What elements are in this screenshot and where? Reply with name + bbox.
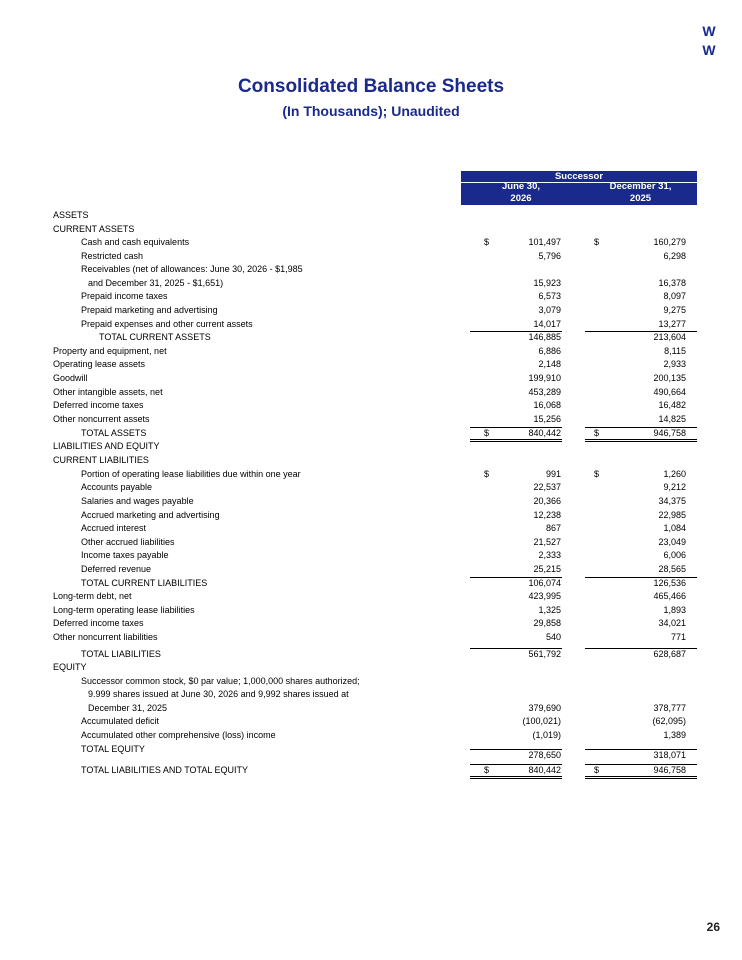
value-col2: 946,758 bbox=[653, 428, 686, 438]
table-row bbox=[0, 427, 742, 440]
logo-letter-top: W bbox=[702, 23, 716, 39]
table-row bbox=[0, 304, 742, 317]
row-label: December 31, 2025 bbox=[88, 703, 168, 713]
value-col1: 6,573 bbox=[538, 291, 561, 301]
table-row bbox=[0, 413, 742, 426]
value-col2: 13,277 bbox=[658, 319, 686, 329]
row-label: Property and equipment, net bbox=[53, 346, 167, 356]
row-label: TOTAL LIABILITIES AND TOTAL EQUITY bbox=[81, 765, 249, 775]
table-row bbox=[0, 675, 742, 688]
row-label: ASSETS bbox=[53, 210, 89, 220]
row-label: Portion of operating lease liabilities due within one year bbox=[81, 469, 301, 479]
dollar-sign-col1: $ bbox=[484, 469, 490, 479]
value-col2: 1,084 bbox=[663, 523, 686, 533]
value-col1: 423,995 bbox=[528, 591, 561, 601]
value-col1: 5,796 bbox=[538, 251, 561, 261]
column-header-line: June 30, bbox=[501, 181, 541, 192]
dollar-sign-col2: $ bbox=[594, 237, 600, 247]
value-col1: 991 bbox=[545, 469, 561, 479]
value-col2: 9,275 bbox=[663, 305, 686, 315]
row-label: Cash and cash equivalents bbox=[81, 237, 190, 247]
value-col2: 16,482 bbox=[658, 400, 686, 410]
row-label: Accrued marketing and advertising bbox=[81, 510, 220, 520]
value-col2: 465,466 bbox=[653, 591, 686, 601]
value-col2: 2,933 bbox=[663, 359, 686, 369]
table-row bbox=[0, 549, 742, 562]
value-col2: 213,604 bbox=[653, 332, 686, 342]
value-col2: 14,825 bbox=[658, 414, 686, 424]
table-row bbox=[0, 617, 742, 630]
row-label: Other noncurrent assets bbox=[53, 414, 150, 424]
row-label: Goodwill bbox=[53, 373, 88, 383]
row-label: Accrued interest bbox=[81, 523, 147, 533]
subtotal-rule bbox=[585, 749, 697, 750]
row-label: EQUITY bbox=[53, 662, 87, 672]
row-label: Other noncurrent liabilities bbox=[53, 632, 158, 642]
value-col1: 840,442 bbox=[528, 428, 561, 438]
value-col1: 561,792 bbox=[528, 649, 561, 659]
value-col2: 23,049 bbox=[658, 537, 686, 547]
subtotal-rule bbox=[470, 648, 562, 649]
row-label: Prepaid income taxes bbox=[81, 291, 168, 301]
subtotal-rule bbox=[585, 331, 697, 332]
table-row bbox=[0, 277, 742, 290]
row-label: and December 31, 2025 - $1,651) bbox=[88, 278, 224, 288]
value-col2: 6,298 bbox=[663, 251, 686, 261]
row-label: CURRENT ASSETS bbox=[53, 224, 135, 234]
subtotal-rule bbox=[585, 648, 697, 649]
value-col1: 453,289 bbox=[528, 387, 561, 397]
total-double-rule bbox=[470, 778, 562, 779]
total-double-rule bbox=[585, 778, 697, 779]
dollar-sign-col2: $ bbox=[594, 765, 600, 775]
row-label: Prepaid expenses and other current assets bbox=[81, 319, 253, 329]
table-row bbox=[0, 358, 742, 371]
value-col2: 160,279 bbox=[653, 237, 686, 247]
row-label: TOTAL ASSETS bbox=[81, 428, 147, 438]
table-row bbox=[0, 590, 742, 603]
table-row bbox=[0, 648, 742, 661]
column-header-line: 2025 bbox=[629, 193, 652, 204]
column-header-line: 2026 bbox=[510, 193, 532, 204]
row-label: LIABILITIES AND EQUITY bbox=[53, 441, 160, 451]
successor-header: Successor bbox=[461, 171, 697, 183]
table-row bbox=[0, 263, 742, 276]
value-col2: 8,115 bbox=[664, 346, 686, 356]
logo-letter-bottom: W bbox=[702, 42, 716, 58]
column-header-dec-2025 bbox=[584, 181, 697, 205]
total-double-rule bbox=[585, 776, 697, 777]
page-title: Consolidated Balance Sheets bbox=[237, 76, 505, 97]
dollar-sign-col2: $ bbox=[594, 428, 600, 438]
value-col2: 28,565 bbox=[658, 564, 686, 574]
value-col1: 540 bbox=[545, 632, 561, 642]
dollar-sign-col1: $ bbox=[484, 237, 490, 247]
dollar-sign-col2: $ bbox=[594, 469, 600, 479]
dollar-sign-col1: $ bbox=[484, 428, 490, 438]
row-label: Accounts payable bbox=[81, 482, 153, 492]
subtotal-rule bbox=[470, 749, 562, 750]
row-label: TOTAL CURRENT LIABILITIES bbox=[81, 578, 208, 588]
row-label: Receivables (net of allowances: June 30, 2026 - $1,985 bbox=[81, 264, 303, 274]
value-col1: 20,366 bbox=[533, 496, 561, 506]
table-row bbox=[0, 250, 742, 263]
row-label: Prepaid marketing and advertising bbox=[81, 305, 218, 315]
page-number: 26 bbox=[706, 920, 720, 934]
row-label: Salaries and wages payable bbox=[81, 496, 194, 506]
table-row bbox=[0, 577, 742, 590]
value-col2: (62,095) bbox=[652, 716, 686, 726]
page-subtitle: (In Thousands); Unaudited bbox=[282, 103, 460, 119]
row-label: Deferred income taxes bbox=[53, 618, 144, 628]
table-row bbox=[0, 454, 742, 467]
table-row bbox=[0, 318, 742, 331]
value-col1: (1,019) bbox=[532, 730, 561, 740]
value-col2: 200,135 bbox=[653, 373, 686, 383]
row-label: Successor common stock, $0 par value; 1,000,000 shares authorized; bbox=[81, 676, 360, 686]
table-row bbox=[0, 223, 742, 236]
table-row bbox=[0, 495, 742, 508]
row-label: TOTAL LIABILITIES bbox=[81, 649, 161, 659]
dollar-sign-col1: $ bbox=[484, 765, 490, 775]
value-col2: 771 bbox=[670, 632, 686, 642]
value-col1: 2,333 bbox=[538, 550, 561, 560]
row-label: CURRENT LIABILITIES bbox=[53, 455, 149, 465]
row-label: Long-term operating lease liabilities bbox=[53, 605, 195, 615]
value-col2: 378,777 bbox=[653, 703, 686, 713]
column-header-june-2026 bbox=[461, 181, 581, 205]
value-col2: 6,006 bbox=[663, 550, 686, 560]
table-row bbox=[0, 290, 742, 303]
table-row bbox=[0, 522, 742, 535]
table-row bbox=[0, 749, 742, 762]
value-col1: 146,885 bbox=[528, 332, 561, 342]
row-label: Operating lease assets bbox=[53, 359, 146, 369]
table-row bbox=[0, 386, 742, 399]
value-col1: 29,858 bbox=[533, 618, 561, 628]
table-row bbox=[0, 536, 742, 549]
table-row bbox=[0, 372, 742, 385]
value-col1: 278,650 bbox=[528, 750, 561, 760]
value-col1: 6,886 bbox=[538, 346, 561, 356]
table-row bbox=[0, 604, 742, 617]
table-row bbox=[0, 209, 742, 222]
row-label: Accumulated deficit bbox=[81, 716, 160, 726]
value-col2: 126,536 bbox=[653, 578, 686, 588]
table-row bbox=[0, 345, 742, 358]
brand-logo bbox=[702, 22, 716, 60]
subtotal-rule bbox=[470, 577, 562, 578]
table-row bbox=[0, 631, 742, 644]
value-col1: 106,074 bbox=[528, 578, 561, 588]
table-row bbox=[0, 399, 742, 412]
column-header-line: December 31, bbox=[609, 181, 672, 192]
row-label: Long-term debt, net bbox=[53, 591, 132, 601]
value-col2: 946,758 bbox=[653, 765, 686, 775]
value-col2: 1,389 bbox=[663, 730, 686, 740]
table-row bbox=[0, 729, 742, 742]
table-row bbox=[0, 563, 742, 576]
value-col2: 34,021 bbox=[658, 618, 686, 628]
row-label: Other accrued liabilities bbox=[81, 537, 175, 547]
subtotal-rule bbox=[470, 427, 562, 428]
subtotal-rule bbox=[585, 764, 697, 765]
row-label: Other intangible assets, net bbox=[53, 387, 163, 397]
value-col2: 16,378 bbox=[658, 278, 686, 288]
table-row bbox=[0, 331, 742, 344]
value-col1: 2,148 bbox=[538, 359, 561, 369]
table-row bbox=[0, 468, 742, 481]
row-label: Deferred revenue bbox=[81, 564, 152, 574]
total-double-rule bbox=[470, 776, 562, 777]
value-col2: 8,097 bbox=[663, 291, 686, 301]
table-row bbox=[0, 702, 742, 715]
value-col1: 379,690 bbox=[528, 703, 561, 713]
value-col1: 1,325 bbox=[538, 605, 561, 615]
subtotal-rule bbox=[585, 427, 697, 428]
row-label: Income taxes payable bbox=[81, 550, 169, 560]
value-col2: 9,212 bbox=[663, 482, 686, 492]
table-row bbox=[0, 661, 742, 674]
table-row bbox=[0, 236, 742, 249]
subtotal-rule bbox=[470, 331, 562, 332]
table-row bbox=[0, 509, 742, 522]
value-col2: 22,985 bbox=[658, 510, 686, 520]
row-label: TOTAL CURRENT ASSETS bbox=[99, 332, 211, 342]
subtotal-rule bbox=[470, 764, 562, 765]
value-col2: 1,260 bbox=[663, 469, 686, 479]
row-label: Restricted cash bbox=[81, 251, 144, 261]
value-col1: 3,079 bbox=[538, 305, 561, 315]
value-col1: 867 bbox=[545, 523, 561, 533]
value-col2: 628,687 bbox=[653, 649, 686, 659]
value-col1: 15,256 bbox=[533, 414, 561, 424]
row-label: Accumulated other comprehensive (loss) income bbox=[81, 730, 276, 740]
value-col1: 25,215 bbox=[533, 564, 561, 574]
table-row bbox=[0, 688, 742, 701]
row-label: 9.999 shares issued at June 30, 2026 and 9,992 shares issued at bbox=[88, 689, 349, 699]
subtotal-rule bbox=[585, 577, 697, 578]
table-row bbox=[0, 440, 742, 453]
value-col1: 16,068 bbox=[533, 400, 561, 410]
value-col1: 14,017 bbox=[533, 319, 561, 329]
value-col1: 840,442 bbox=[528, 765, 561, 775]
value-col1: (100,021) bbox=[522, 716, 561, 726]
value-col2: 318,071 bbox=[653, 750, 686, 760]
value-col2: 490,664 bbox=[653, 387, 686, 397]
row-label: Deferred income taxes bbox=[53, 400, 144, 410]
table-row bbox=[0, 715, 742, 728]
value-col1: 199,910 bbox=[528, 373, 561, 383]
value-col1: 15,923 bbox=[533, 278, 561, 288]
value-col1: 12,238 bbox=[533, 510, 561, 520]
value-col1: 21,527 bbox=[533, 537, 561, 547]
value-col2: 1,893 bbox=[663, 605, 686, 615]
table-row bbox=[0, 764, 742, 777]
value-col1: 101,497 bbox=[528, 237, 561, 247]
value-col2: 34,375 bbox=[658, 496, 686, 506]
value-col1: 22,537 bbox=[533, 482, 561, 492]
table-row bbox=[0, 481, 742, 494]
row-label: TOTAL EQUITY bbox=[81, 744, 145, 754]
